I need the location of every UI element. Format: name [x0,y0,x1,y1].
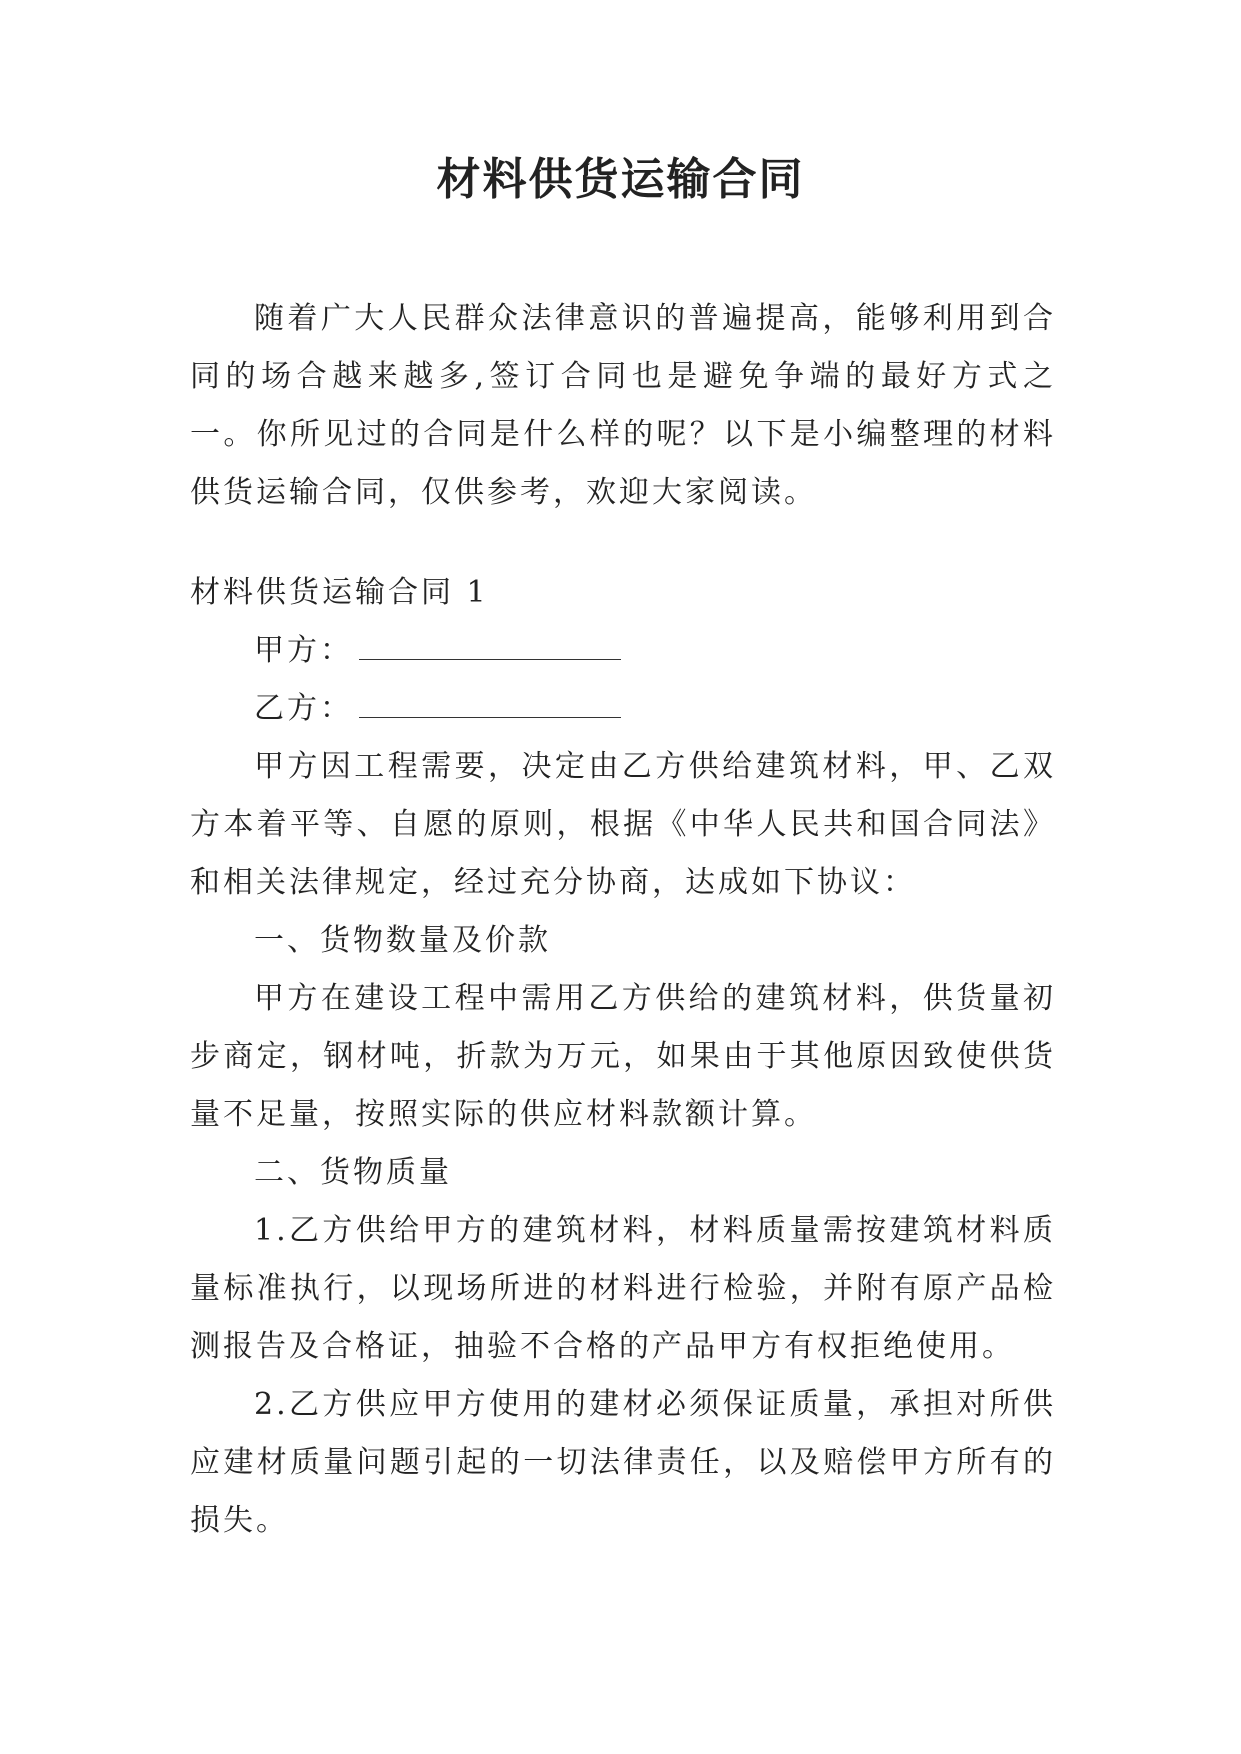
clause1-body: 甲方在建设工程中需用乙方供给的建筑材料，供货量初步商定，钢材吨，折款为万元，如果由于其他原因致使供货量不足量，按照实际的供应材料款额计算。 [190,981,1056,1132]
preamble-paragraph: 甲方因工程需要，决定由乙方供给建筑材料，甲、乙双方本着平等、自愿的原则，根据《中华人民共和国合同法》和相关法律规定，经过充分协商，达成如下协议： [190,749,1056,900]
document-title: 材料供货运输合同 [436,154,805,205]
party-b-line [190,680,1056,738]
intro-paragraph: 随着广大人民群众法律意识的普遍提高，能够利用到合同的场合越来越多,签订合同也是避免争端的最好方式之一。你所见过的合同是什么样的呢？以下是小编整理的材料供货运输合同，仅供参考，欢迎大家阅读。 [190,301,1056,510]
clause2-item1: 1.乙方供给甲方的建筑材料，材料质量需按建筑材料质量标准执行，以现场所进的材料进行检验，并附有原产品检测报告及合格证，抽验不合格的产品甲方有权拒绝使用。 [190,1213,1056,1364]
clause1-heading: 一、货物数量及价款 [254,923,551,958]
party-b-blank [359,695,621,718]
party-a-line [190,622,1056,680]
party-a-blank [359,637,621,660]
party-b-label: 乙方： [254,691,353,726]
section-heading: 材料供货运输合同 1 [190,575,489,610]
clause2-item2: 2.乙方供应甲方使用的建材必须保证质量，承担对所供应建材质量问题引起的一切法律责任，以及赔偿甲方所有的损失。 [190,1387,1056,1538]
clause2-heading: 二、货物质量 [254,1155,452,1190]
document-body [190,290,1056,1550]
party-a-label: 甲方： [254,633,353,668]
